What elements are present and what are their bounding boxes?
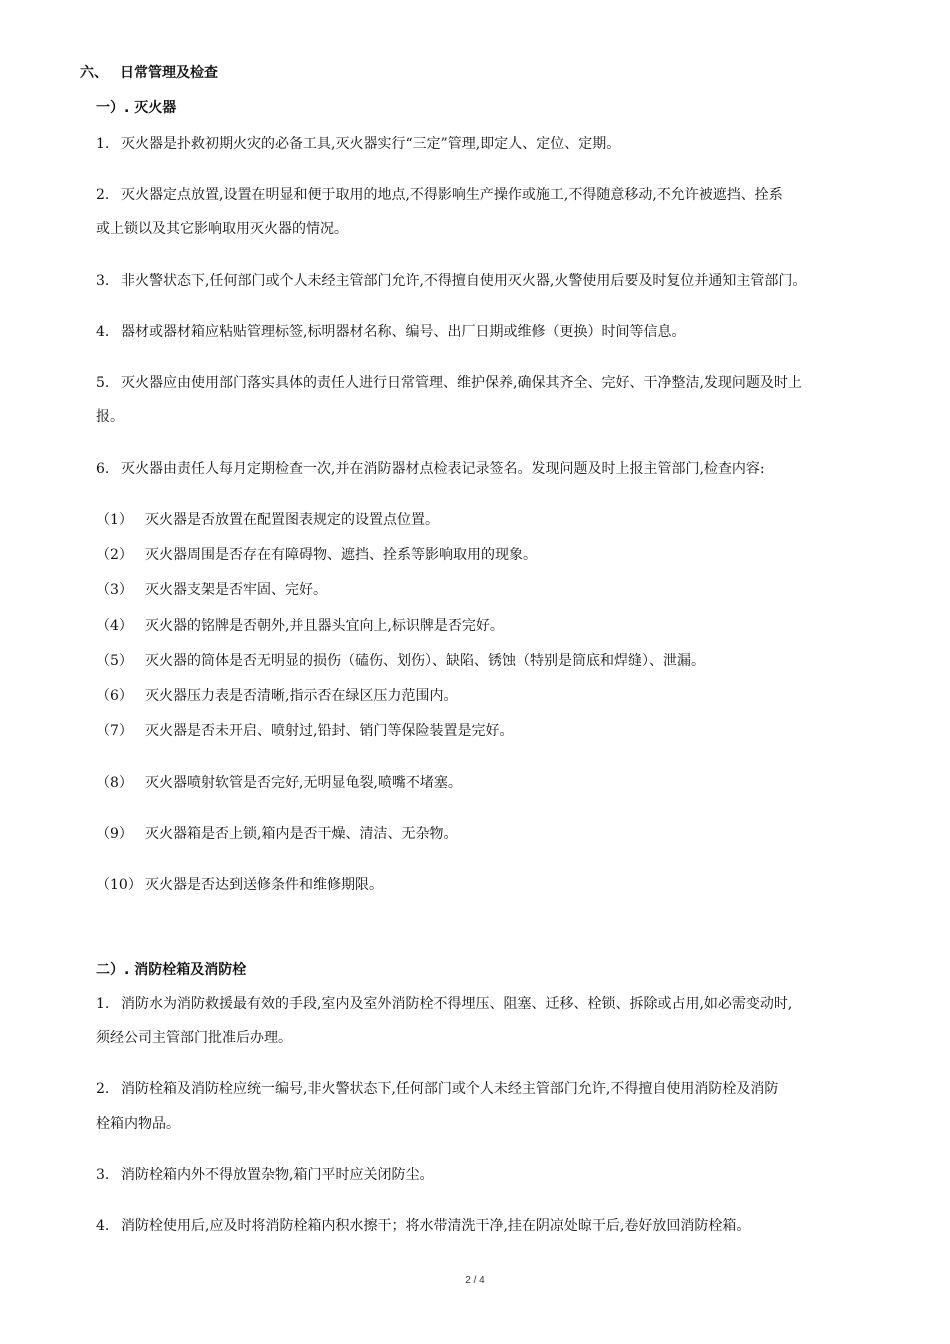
item-number: 1. bbox=[96, 136, 110, 152]
check-text: 灭火器是否放置在配置图表规定的设置点位置。 bbox=[145, 512, 439, 528]
check-number: （6） bbox=[96, 688, 133, 704]
check-number: （5） bbox=[96, 653, 133, 669]
item-text-continued: 或上锁以及其它影响取用灭火器的情况。 bbox=[96, 221, 348, 237]
item-number: 3. bbox=[96, 273, 110, 289]
subsection-title-extinguisher: 一）. 灭火器 bbox=[96, 100, 177, 116]
item-text: 灭火器应由使用部门落实具体的责任人进行日常管理、维护保养,确保其齐全、完好、干净整洁,发现问题及时上 bbox=[121, 375, 802, 391]
item-text: 消防栓箱及消防栓应统一编号,非火警状态下,任何部门或个人未经主管部门允许,不得擅自使用消防栓及消防 bbox=[121, 1081, 779, 1097]
item-number: 4. bbox=[96, 324, 110, 340]
item-number: 3. bbox=[96, 1167, 110, 1183]
item-text: 器材或器材箱应粘贴管理标签,标明器材名称、编号、出厂日期或维修（更换）时间等信息。 bbox=[121, 324, 686, 340]
item-text-continued: 报。 bbox=[96, 409, 124, 425]
check-number: （8） bbox=[96, 775, 133, 791]
item-number: 4. bbox=[96, 1218, 110, 1234]
item-number: 1. bbox=[96, 996, 110, 1012]
item-number: 2. bbox=[96, 1081, 110, 1097]
check-number: （4） bbox=[96, 618, 133, 634]
item-text: 灭火器是扑救初期火灾的必备工具,灭火器实行“三定”管理,即定人、定位、定期。 bbox=[121, 136, 621, 152]
check-text: 灭火器的筒体是否无明显的损伤（磕伤、划伤）、缺陷、锈蚀（特别是筒底和焊缝）、泄漏。 bbox=[145, 653, 705, 669]
item-text: 消防栓使用后,应及时将消防栓箱内积水擦干；将水带清洗干净,挂在阴凉处晾干后,卷好放回消防栓箱。 bbox=[121, 1218, 751, 1234]
item-text-continued: 栓箱内物品。 bbox=[96, 1116, 180, 1132]
item-text: 灭火器由责任人每月定期检查一次,并在消防器材点检表记录签名。发现问题及时上报主管部门,检查内容: bbox=[121, 461, 765, 477]
check-text: 灭火器箱是否上锁,箱内是否干燥、清洁、无杂物。 bbox=[145, 826, 458, 842]
check-text: 灭火器喷射软管是否完好,无明显龟裂,喷嘴不堵塞。 bbox=[145, 775, 462, 791]
check-text: 灭火器是否未开启、喷射过,铅封、销门等保险装置是完好。 bbox=[145, 723, 514, 739]
item-number: 5. bbox=[96, 375, 110, 391]
section-heading-number: 六、 bbox=[80, 65, 108, 81]
check-number: （2） bbox=[96, 547, 133, 563]
item-number: 2. bbox=[96, 187, 110, 203]
item-text: 非火警状态下,任何部门或个人未经主管部门允许,不得擅自使用灭火器,火警使用后要及时复位并通知主管部门。 bbox=[121, 273, 807, 289]
item-text: 灭火器定点放置,设置在明显和便于取用的地点,不得影响生产操作或施工,不得随意移动,不允许被遮挡、拴系 bbox=[121, 187, 783, 203]
item-text-continued: 须经公司主管部门批准后办理。 bbox=[96, 1030, 292, 1046]
item-text: 消防栓箱内外不得放置杂物,箱门平时应关闭防尘。 bbox=[121, 1167, 434, 1183]
item-text: 消防水为消防救援最有效的手段,室内及室外消防栓不得埋压、阻塞、迁移、栓锁、拆除或占用,如必需变动时, bbox=[121, 996, 793, 1012]
check-text: 灭火器压力表是否清晰,指示否在绿区压力范围内。 bbox=[145, 688, 458, 704]
check-number: （9） bbox=[96, 826, 133, 842]
check-text: 灭火器周围是否存在有障碍物、遮挡、拴系等影响取用的现象。 bbox=[145, 547, 537, 563]
page-number: 2 / 4 bbox=[465, 1275, 485, 1286]
check-number: （7） bbox=[96, 723, 133, 739]
item-number: 6. bbox=[96, 461, 110, 477]
check-number: （1） bbox=[96, 512, 133, 528]
check-text: 灭火器的铭牌是否朝外,并且器头宜向上,标识牌是否完好。 bbox=[145, 618, 504, 634]
check-number: （10） bbox=[96, 877, 142, 893]
section-heading-title: 日常管理及检查 bbox=[120, 65, 218, 81]
check-text: 灭火器是否达到送修条件和维修期限。 bbox=[145, 877, 383, 893]
subsection-title-hydrant: 二）. 消防栓箱及消防栓 bbox=[96, 962, 247, 978]
check-number: （3） bbox=[96, 582, 133, 598]
check-text: 灭火器支架是否牢固、完好。 bbox=[145, 582, 327, 598]
